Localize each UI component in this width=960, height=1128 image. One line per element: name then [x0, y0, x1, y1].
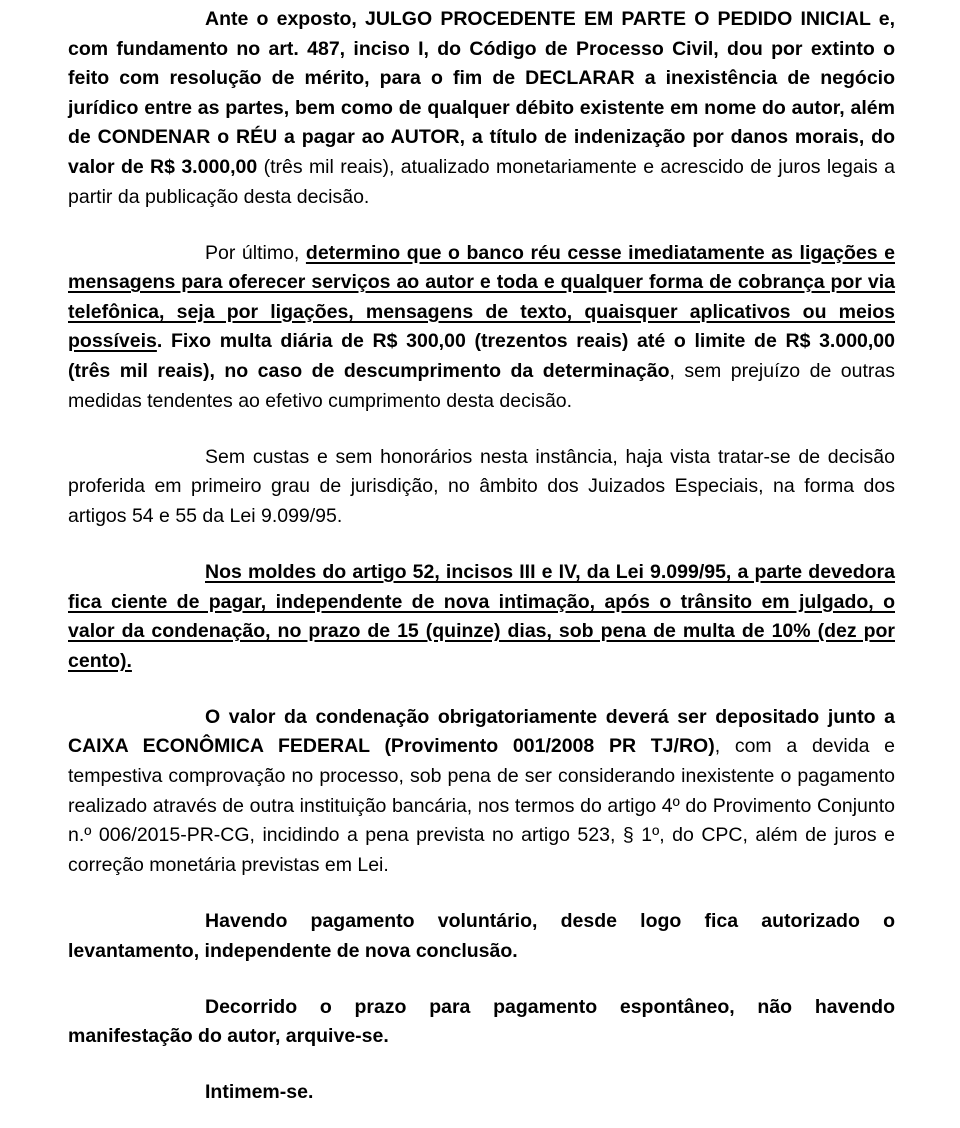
text-run: , com a devida e tempestiva comprovação no processo, sob pena de ser considerando inexistente o pagamento realizado através de outra instituição bancária, nos termos do artigo 4º do Provimento Conjunto n.º 006/2015-PR-CG, incidindo a pena prevista no artigo 523, § 1º, do CPC, além de juros e correção monetária previstas em Lei.: [68, 735, 895, 876]
text-run: (três mil reais), atualizado monetariamente e acrescido de juros legais a partir da publicação desta decisão.: [68, 155, 896, 208]
text-run: Ante o exposto, JULGO PROCEDENTE EM PARTE O PEDIDO INICIAL e, com fundamento no art. 487, inciso I, do Código de Processo Civil, dou por extinto o feito com resolução de mérito, para o fim de DECLARAR a inexistência de negócio jurídico entre as partes, bem como de qualquer débito existente em nome do autor, além de CONDENAR o RÉU a pagar ao AUTOR, a título de indenização por danos morais, do valor de R$ 3.000,00: [68, 8, 895, 178]
text-run: Por último,: [205, 241, 306, 264]
text-run: , sem prejuízo de outras medidas tendentes ao efetivo cumprimento desta decisão.: [68, 360, 895, 412]
paragraph: [68, 907, 895, 966]
text-run: O valor da condenação obrigatoriamente deverá ser depositado junto a CAIXA ECONÔMICA FEDERAL (Provimento 001/2008 PR TJ/RO): [68, 705, 895, 758]
text-run: . Fixo multa diária de R$ 300,00 (trezentos reais) até o limite de R$ 3.000,00 (três mil reais), no caso de descumprimento da determinação: [68, 330, 895, 383]
text-run: Nos moldes do artigo 52, incisos III e IV, da Lei 9.099/95, a parte devedora fica ciente de pagar, independente de nova intimação, após o trânsito em julgado, o valor da condenação, no prazo de 15 (quinze) dias, sob pena de multa de 10% (dez por cento).: [68, 561, 895, 672]
text-run: Sem custas e sem honorários nesta instância, haja vista tratar-se de decisão proferida em primeiro grau de jurisdição, no âmbito dos Juizados Especiais, na forma dos artigos 54 e 55 da Lei 9.099/95.: [68, 445, 895, 527]
text-run: Havendo pagamento voluntário, desde logo fica autorizado o levantamento, independente de nova conclusão.: [68, 909, 895, 962]
text-run: Intimem-se.: [205, 1081, 314, 1104]
text-run: determino que o banco réu cesse imediatamente as ligações e mensagens para oferecer serviços ao autor e toda e qualquer forma de cobrança por via telefônica, seja por ligações, mensagens de texto, quaisquer aplicativos ou meios possíveis: [68, 241, 895, 353]
paragraph: [68, 703, 895, 881]
paragraph: [68, 1078, 895, 1108]
paragraph: [68, 239, 895, 417]
paragraph: [68, 993, 895, 1052]
document-body: [68, 5, 895, 1108]
text-run: Decorrido o prazo para pagamento espontâneo, não havendo manifestação do autor, arquive-se.: [68, 995, 895, 1048]
paragraph: [68, 443, 895, 532]
paragraph: [68, 5, 895, 212]
paragraph: [68, 558, 895, 676]
